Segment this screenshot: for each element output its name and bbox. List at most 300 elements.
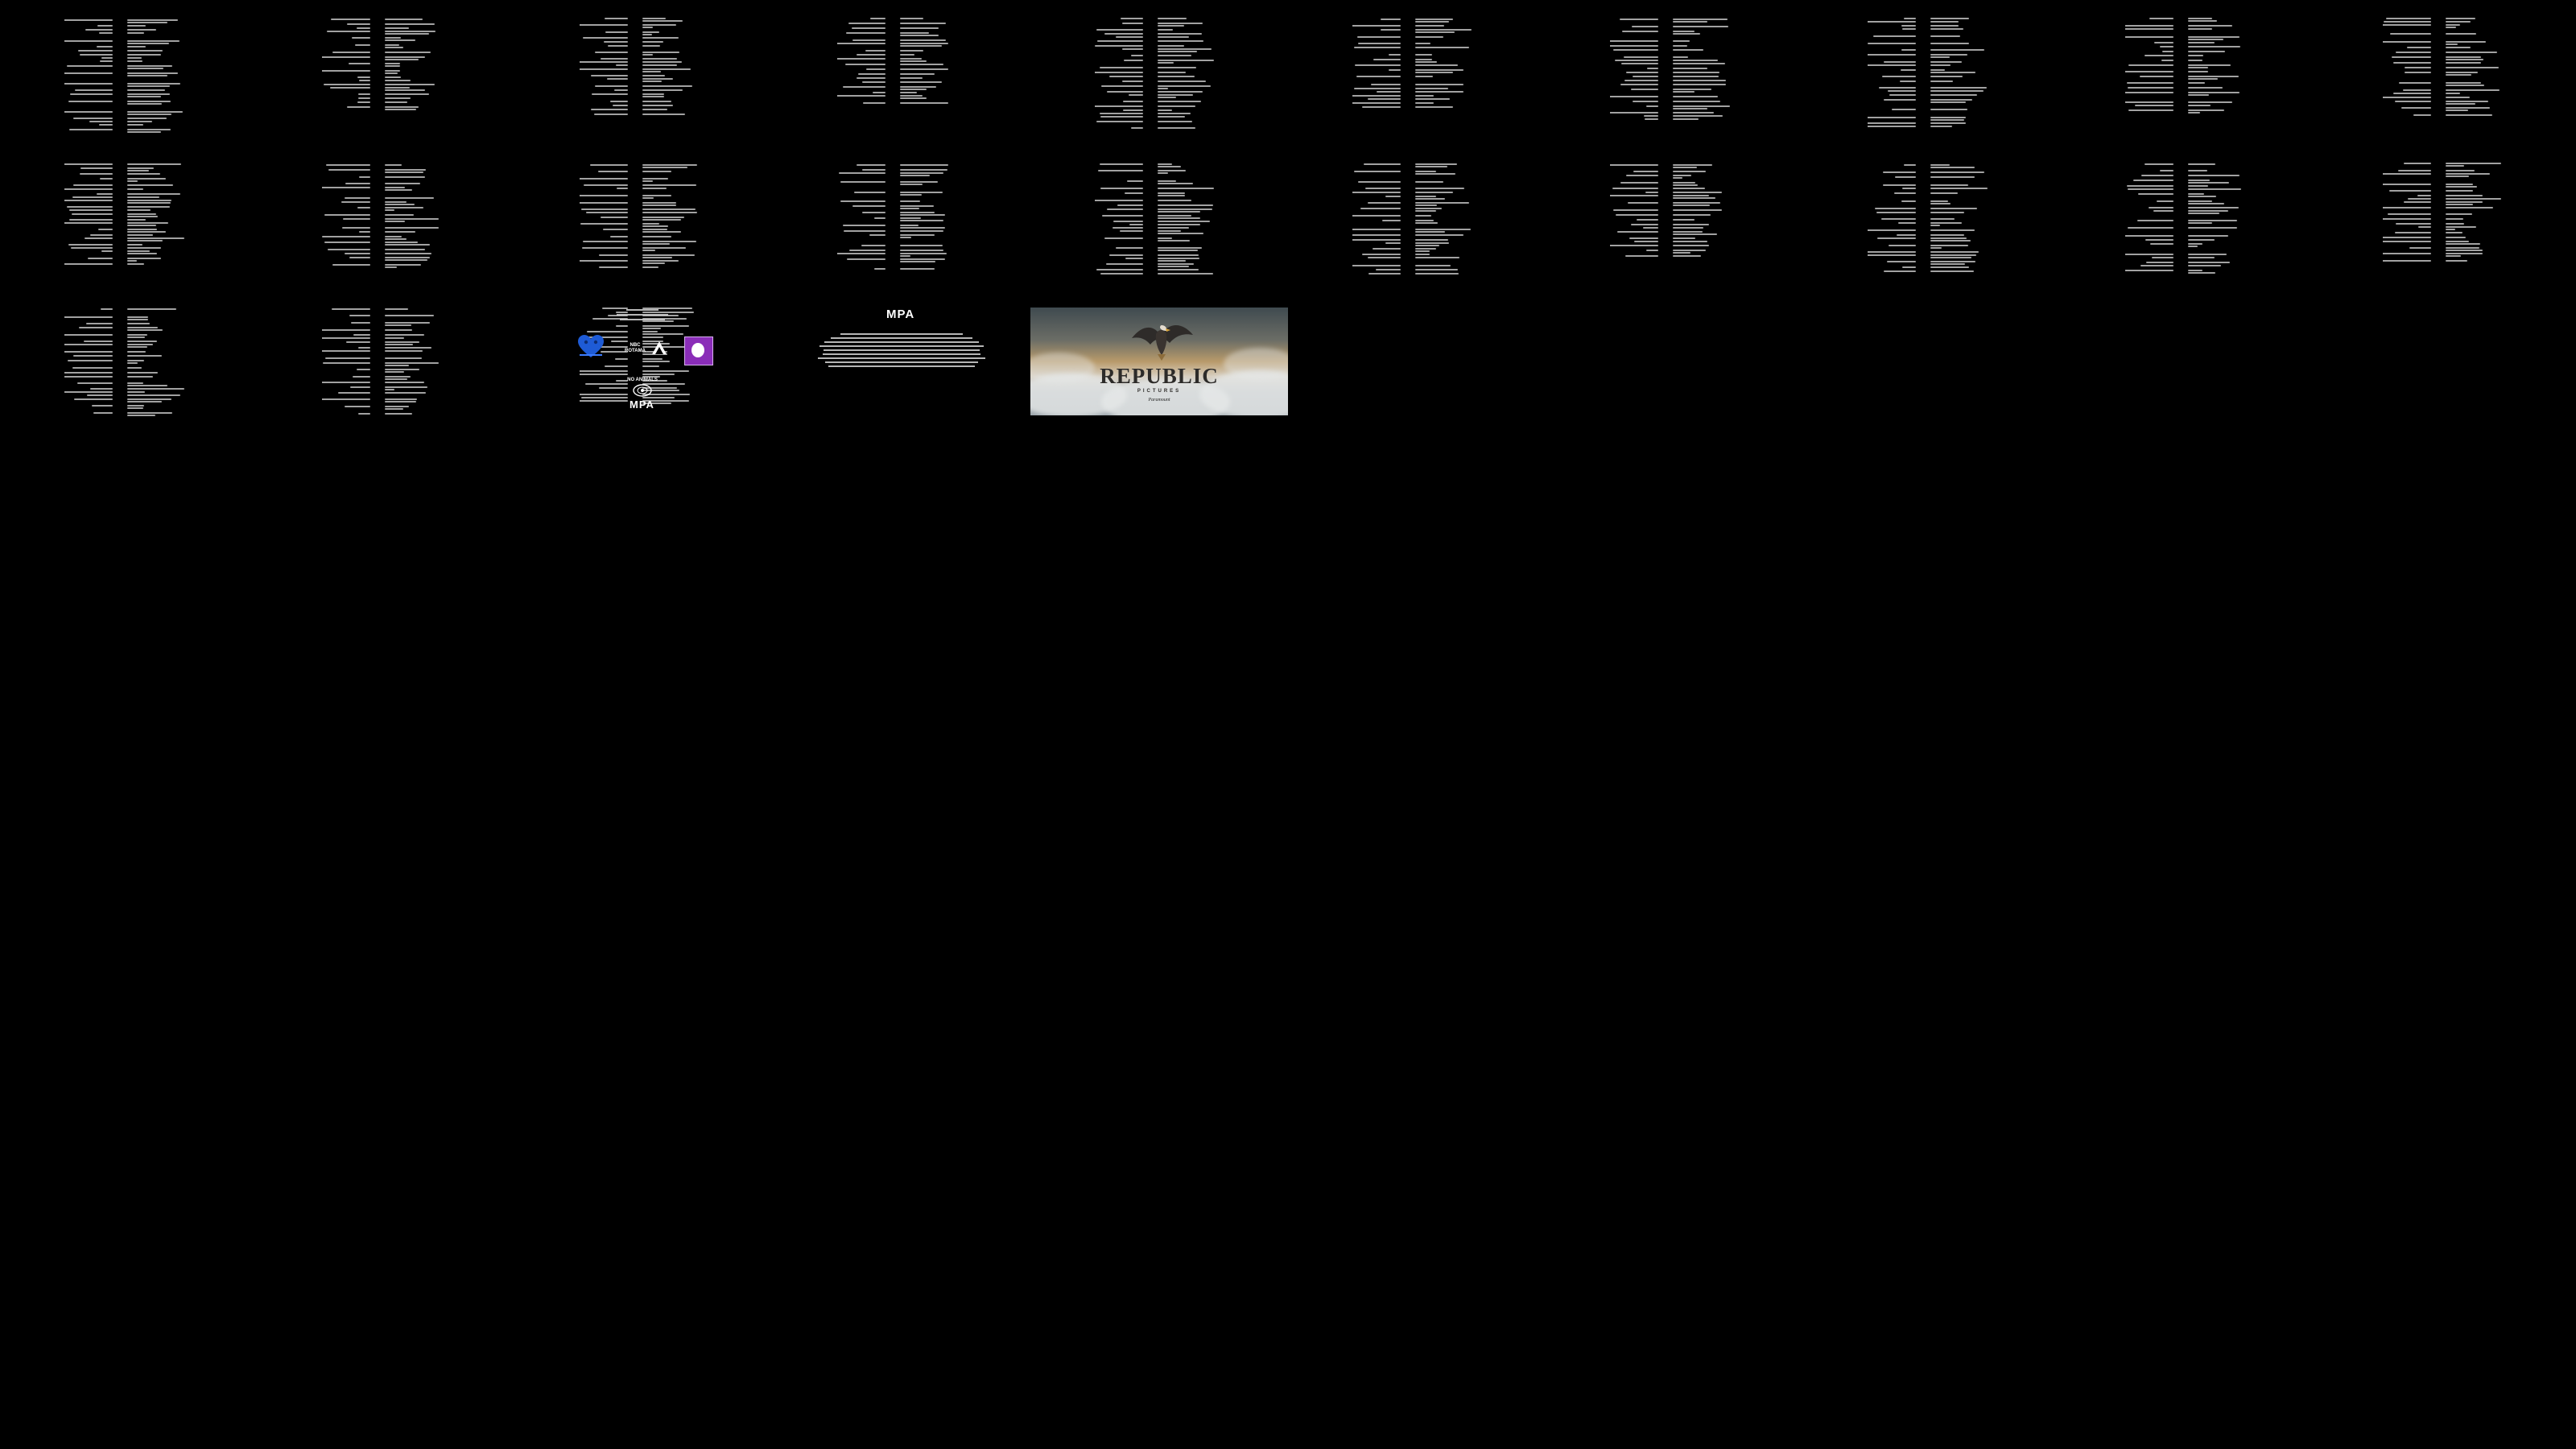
credit-role-line (69, 219, 113, 221)
credit-name-line (1415, 250, 1430, 252)
credit-role-line (1620, 84, 1658, 85)
credit-role-line (322, 398, 370, 400)
credit-name-line (1673, 237, 1695, 239)
credit-name-line (127, 101, 171, 102)
credit-role-line (80, 54, 113, 56)
credit-name-line (2188, 25, 2232, 27)
credit-role-line (837, 43, 886, 44)
credit-name-line (1930, 266, 1969, 268)
credit-name-line (900, 92, 917, 93)
credit-name-line (127, 253, 157, 254)
credit-role-line (90, 388, 113, 390)
credit-name-line (2188, 67, 2208, 68)
credit-role-line (1364, 163, 1401, 165)
credit-name-line (642, 75, 665, 76)
credit-role-line (870, 18, 886, 19)
credit-name-line (2446, 62, 2481, 64)
credit-role-line (72, 367, 113, 369)
credit-name-line (2188, 42, 2215, 43)
credit-name-line (900, 164, 948, 166)
credit-name-line (1673, 188, 1705, 189)
credit-role-line (598, 171, 628, 172)
credit-name-line (1930, 126, 1952, 127)
credit-name-line (1158, 88, 1168, 89)
credit-name-line (1158, 85, 1211, 87)
credit-name-line (385, 329, 412, 331)
credit-role-line (79, 327, 113, 328)
credit-name-line (1158, 76, 1195, 77)
credit-column-block (580, 14, 836, 134)
credit-name-line (642, 180, 653, 182)
credit-name-line (127, 32, 144, 34)
credit-name-line (642, 45, 660, 47)
credit-role-line (357, 369, 370, 370)
credit-name-line (2446, 207, 2493, 208)
credit-role-line (2145, 239, 2174, 241)
credit-name-line (900, 184, 923, 185)
credit-role-line (1615, 60, 1658, 61)
credit-role-line (874, 268, 886, 270)
credit-role-line (1368, 98, 1401, 100)
credit-role-line (601, 217, 628, 218)
credit-name-line (385, 97, 411, 99)
credit-name-line (900, 23, 946, 24)
credit-name-line (900, 181, 938, 183)
credit-name-line (642, 229, 667, 230)
credit-name-line (385, 259, 427, 261)
credit-name-line (1930, 167, 1975, 168)
credit-role-line (101, 308, 113, 310)
credit-role-line (580, 178, 628, 180)
credit-name-line (2188, 196, 2216, 197)
credit-name-line (1158, 200, 1191, 201)
credit-role-line (332, 52, 370, 53)
credit-name-line (1673, 255, 1701, 257)
credit-name-line (2446, 41, 2486, 43)
credit-name-line (385, 350, 423, 352)
credit-role-line (78, 50, 113, 52)
credit-name-line (642, 178, 668, 180)
credit-name-line (385, 37, 401, 39)
credit-role-line (322, 70, 370, 72)
credit-role-line (1883, 184, 1916, 186)
credit-name-line (1673, 195, 1709, 196)
credit-name-line (2446, 74, 2471, 76)
credit-name-line (2188, 185, 2208, 187)
credit-name-line (1930, 251, 1979, 253)
credit-role-line (2125, 92, 2174, 93)
credit-name-line (2188, 207, 2239, 208)
credit-name-line (1415, 265, 1451, 266)
credit-role-line (73, 355, 113, 357)
credit-name-line (900, 225, 919, 226)
credit-role-line (346, 341, 370, 343)
credit-column-block (1610, 14, 1866, 134)
credit-name-line (127, 118, 167, 119)
credit-name-line (127, 129, 171, 130)
credit-role-line (71, 247, 113, 249)
credit-name-line (127, 163, 181, 165)
credit-name-line (385, 378, 407, 380)
credit-name-line (2188, 82, 2205, 84)
credit-name-line (385, 197, 434, 199)
credit-name-line (642, 114, 685, 115)
small-credit-line (617, 314, 668, 316)
credit-role-line (77, 382, 113, 384)
credit-name-line (127, 234, 153, 236)
credit-name-line (900, 60, 927, 62)
credit-name-line (1158, 36, 1189, 38)
credit-role-line (80, 173, 113, 175)
credit-name-line (385, 221, 405, 222)
credit-role-line (1633, 171, 1658, 172)
credit-name-line (642, 250, 655, 251)
credit-name-line (2446, 59, 2483, 60)
credit-name-line (1673, 101, 1720, 102)
credit-role-line (1125, 258, 1143, 259)
credit-role-line (1352, 234, 1401, 236)
credit-name-line (1415, 88, 1448, 89)
credit-role-line (68, 360, 113, 361)
credit-name-line (127, 240, 163, 242)
credit-role-line (1102, 215, 1143, 217)
credit-name-line (1415, 273, 1459, 275)
credit-role-line (73, 118, 113, 119)
credit-role-line (1879, 87, 1916, 89)
credit-role-line (1626, 175, 1658, 176)
credit-name-line (127, 202, 171, 204)
credit-name-line (127, 405, 144, 407)
credit-name-line (642, 31, 659, 33)
credit-role-line (583, 37, 628, 39)
credit-name-line (385, 189, 412, 191)
credit-name-line (2446, 173, 2490, 175)
credit-role-line (2137, 220, 2174, 221)
credit-name-line (1158, 247, 1202, 249)
credit-role-line (2393, 93, 2431, 94)
credit-role-line (1904, 18, 1916, 19)
credit-role-line (1096, 29, 1143, 31)
credit-name-line (642, 225, 668, 227)
credit-name-line (385, 52, 431, 53)
credit-role-line (840, 181, 886, 183)
credit-role-line (1109, 76, 1143, 77)
credit-role-line (357, 27, 370, 29)
credit-name-line (385, 89, 425, 91)
credit-name-line (1158, 40, 1203, 42)
credit-role-line (2133, 180, 2174, 181)
credit-name-line (1673, 250, 1706, 251)
credit-name-line (127, 170, 149, 171)
credit-role-line (2398, 170, 2431, 171)
credit-name-line (1673, 21, 1707, 23)
credit-name-line (1930, 109, 1967, 110)
credit-role-line (1613, 49, 1658, 51)
credit-name-line (642, 37, 679, 39)
credit-name-line (2446, 175, 2469, 177)
credit-name-line (1158, 211, 1200, 213)
credit-role-line (1629, 237, 1658, 239)
credit-role-line (1901, 69, 1916, 71)
credit-role-line (2383, 24, 2431, 26)
credit-name-line (1930, 184, 1968, 186)
credit-name-line (2188, 272, 2215, 274)
credit-role-line (64, 72, 113, 74)
credit-role-line (1122, 80, 1143, 82)
credit-name-line (2446, 67, 2499, 68)
credit-name-line (1158, 33, 1202, 35)
credit-name-line (1158, 227, 1189, 229)
credit-role-line (2149, 18, 2174, 19)
credit-name-line (1930, 234, 1964, 236)
credit-name-line (1415, 202, 1469, 204)
credit-name-line (1930, 18, 1969, 19)
credit-role-line (97, 193, 113, 195)
credit-role-line (322, 337, 370, 339)
credit-role-line (1122, 48, 1143, 50)
credit-role-line (93, 412, 113, 414)
credit-name-line (127, 43, 169, 44)
credit-role-line (343, 218, 370, 220)
credit-name-line (1673, 171, 1706, 172)
credit-role-line (2417, 195, 2431, 196)
credit-name-line (900, 194, 922, 196)
credit-name-line (1930, 49, 1984, 51)
credit-name-line (1673, 33, 1700, 35)
credit-name-line (1415, 239, 1448, 241)
credit-name-line (385, 65, 400, 67)
credit-name-line (1673, 68, 1707, 69)
paramount-signature: Paramount (1148, 398, 1170, 402)
credit-name-line (385, 369, 419, 370)
credit-name-line (900, 227, 945, 229)
credit-name-line (2188, 235, 2228, 237)
credit-name-line (127, 206, 170, 208)
credit-name-line (127, 346, 147, 348)
credit-role-line (322, 350, 370, 352)
credit-role-line (2128, 188, 2174, 190)
credit-name-line (900, 54, 914, 56)
credit-role-line (353, 376, 370, 378)
credit-role-line (580, 260, 628, 262)
credit-name-line (2188, 270, 2202, 271)
credit-role-line (87, 394, 113, 396)
credit-role-line (1894, 192, 1916, 194)
credit-name-line (642, 247, 686, 249)
credit-name-line (900, 77, 923, 79)
credit-role-line (1868, 126, 1916, 127)
credit-name-line (900, 175, 930, 176)
credit-name-line (385, 315, 434, 316)
credit-name-line (1158, 163, 1172, 165)
credit-role-line (358, 413, 370, 415)
credit-name-line (385, 308, 408, 310)
credit-role-line (1881, 218, 1916, 220)
credit-role-line (610, 236, 628, 237)
credit-name-line (2446, 232, 2462, 233)
credit-name-line (127, 391, 145, 393)
credit-role-line (85, 237, 113, 239)
credit-name-line (127, 57, 142, 59)
credit-name-line (1930, 117, 1966, 118)
credit-name-line (385, 253, 431, 254)
credit-name-line (385, 231, 415, 233)
credit-name-line (127, 398, 171, 400)
credit-role-line (331, 19, 370, 20)
credit-name-line (1158, 166, 1181, 167)
credit-name-line (1415, 31, 1455, 33)
credit-name-line (385, 70, 400, 72)
credit-name-line (1158, 97, 1176, 98)
credit-name-line (385, 218, 439, 220)
credit-name-line (1930, 208, 1977, 209)
credit-name-line (1158, 260, 1186, 262)
credit-role-line (1124, 60, 1143, 61)
credit-role-line (2152, 257, 2174, 258)
credit-role-line (1100, 273, 1143, 275)
credit-name-line (127, 334, 147, 336)
credit-role-line (1904, 164, 1916, 166)
credit-role-line (605, 31, 628, 33)
credit-name-line (2446, 190, 2473, 192)
credit-role-line (326, 164, 370, 166)
credit-role-line (99, 32, 113, 34)
credit-role-line (1889, 94, 1916, 96)
credit-column-block (322, 14, 578, 134)
credit-name-line (2446, 213, 2472, 215)
credit-name-line (2446, 186, 2477, 188)
credit-name-line (1158, 127, 1195, 129)
distributor-logos (570, 309, 715, 415)
credit-name-line (127, 382, 143, 384)
credit-name-line (2446, 114, 2492, 116)
credit-name-line (385, 389, 394, 390)
credit-name-line (385, 31, 436, 32)
credit-name-line (127, 93, 170, 95)
credit-name-line (385, 238, 407, 240)
credit-name-line (385, 365, 409, 366)
credit-name-line (1673, 63, 1725, 64)
credit-name-line (1158, 29, 1173, 31)
credit-name-line (1415, 76, 1433, 77)
credit-role-line (613, 105, 628, 106)
credit-role-line (1610, 195, 1658, 196)
republic-pictures-logo (1030, 308, 1288, 415)
credit-name-line (2446, 218, 2463, 220)
credit-role-line (591, 75, 628, 76)
credit-role-line (328, 249, 370, 250)
credit-name-line (642, 208, 696, 210)
credit-name-line (2446, 255, 2461, 257)
credit-name-line (642, 212, 697, 213)
credit-name-line (642, 202, 676, 204)
credit-role-line (2146, 262, 2174, 263)
republic-subtitle: PICTURES (1137, 389, 1182, 394)
credit-name-line (1415, 25, 1444, 27)
credit-name-line (127, 178, 166, 180)
credit-name-line (385, 44, 399, 46)
credit-role-line (857, 54, 886, 56)
credit-role-line (322, 329, 370, 331)
credit-role-line (1358, 181, 1401, 183)
credit-name-line (1415, 102, 1434, 104)
credit-role-line (1352, 239, 1401, 241)
credit-role-line (64, 391, 113, 393)
credit-name-line (2188, 210, 2228, 212)
credit-role-line (580, 24, 628, 26)
credit-role-line (341, 201, 370, 203)
credit-role-line (2153, 210, 2174, 212)
credit-name-line (127, 244, 142, 246)
credit-role-line (1129, 224, 1143, 225)
credit-role-line (347, 106, 370, 108)
credit-role-line (1354, 88, 1401, 89)
credit-role-line (1352, 25, 1401, 27)
credit-name-line (2188, 51, 2225, 52)
credit-role-line (101, 250, 113, 252)
credit-name-line (1930, 25, 1959, 27)
credit-role-line (1100, 67, 1143, 68)
credit-name-line (1930, 101, 1966, 103)
credit-name-line (1158, 269, 1199, 270)
credit-role-line (332, 264, 370, 266)
credit-role-line (1357, 36, 1401, 38)
credit-role-line (595, 52, 628, 53)
credit-name-line (1158, 188, 1214, 189)
credit-name-line (385, 169, 426, 171)
credit-role-line (89, 121, 113, 122)
credit-name-line (127, 344, 153, 345)
credit-name-line (900, 35, 939, 36)
credit-name-line (1930, 263, 1965, 265)
credit-name-line (642, 223, 659, 225)
credit-name-line (1673, 184, 1698, 186)
credit-role-line (843, 86, 886, 88)
credit-role-line (601, 58, 628, 60)
credit-role-line (1645, 192, 1658, 193)
credit-name-line (385, 266, 397, 268)
credit-name-line (2446, 226, 2476, 228)
credit-role-line (1612, 188, 1658, 189)
credit-name-line (1415, 21, 1449, 23)
credit-name-line (385, 19, 423, 20)
credit-column-block (322, 304, 578, 417)
credit-role-line (2128, 87, 2174, 89)
credit-role-line (345, 197, 370, 199)
credit-role-line (322, 382, 370, 383)
credit-name-line (1415, 254, 1430, 255)
credit-role-line (2383, 218, 2431, 220)
credit-name-line (2446, 165, 2464, 167)
credit-name-line (2188, 180, 2210, 181)
credit-role-line (1868, 117, 1916, 118)
credit-name-line (385, 101, 407, 103)
credit-name-line (127, 60, 142, 62)
mpa-heading: MPA (886, 308, 915, 321)
credit-name-line (900, 43, 948, 44)
credit-name-line (2188, 220, 2237, 221)
credit-name-line (2188, 101, 2232, 103)
credit-role-line (322, 187, 370, 188)
credit-name-line (2446, 241, 2469, 242)
credit-name-line (2446, 56, 2481, 58)
credit-role-line (862, 212, 886, 213)
credit-name-line (900, 89, 927, 90)
credit-name-line (1158, 254, 1199, 256)
credit-name-line (127, 341, 157, 342)
credit-name-line (2446, 89, 2500, 91)
credit-role-line (599, 254, 628, 256)
